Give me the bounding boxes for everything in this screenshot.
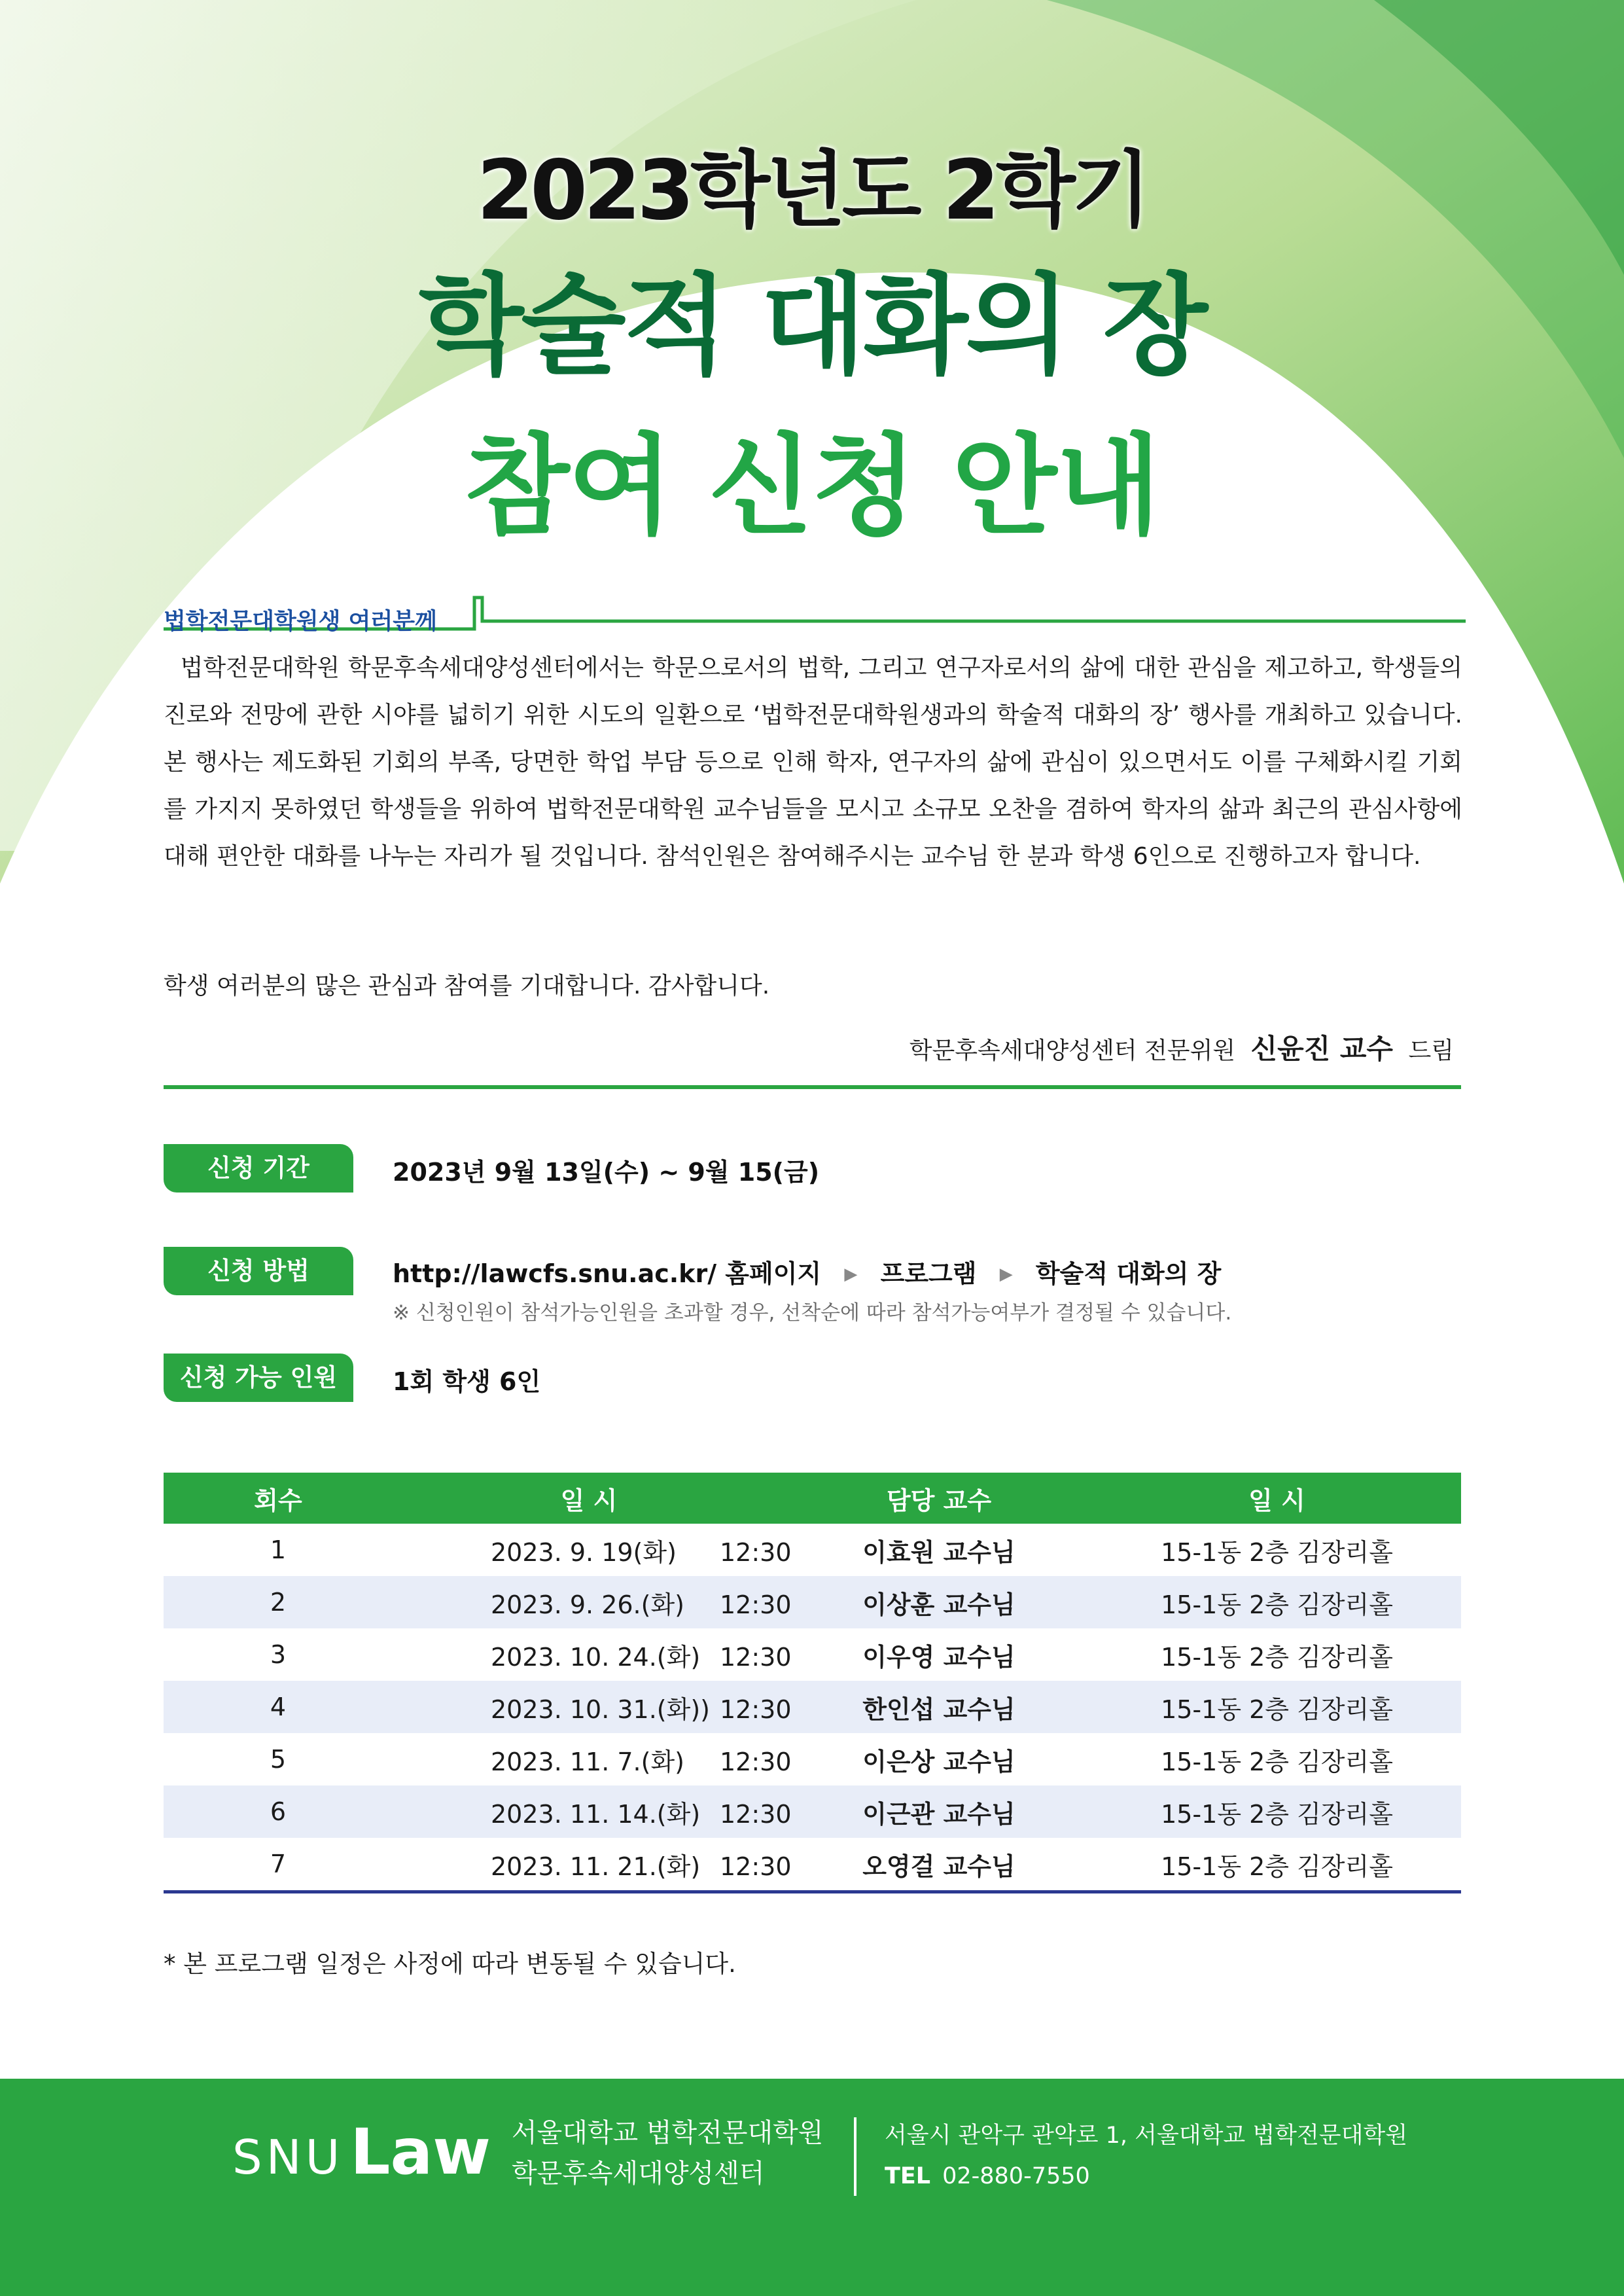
footer-contact [885,2115,1407,2197]
signature [909,1028,1454,1067]
footer-org [512,2113,823,2194]
signature-name: 신윤진 교수 [1250,1033,1393,1065]
time-text: 12:30 [720,1747,792,1776]
date-text: 2023. 11. 21.(화) [491,1852,701,1881]
signature-org: 학문후속세대양성센터 전문위원 [909,1037,1236,1064]
datetime-cell [393,1524,792,1576]
professor-cell: 이은상 교수님 [862,1747,1015,1776]
table-row [164,1733,1461,1785]
period-label: 신청 기간 [164,1144,353,1193]
tel-value: 02-880-7550 [942,2163,1090,2189]
time-text: 12:30 [720,1590,792,1619]
footer-address: 서울시 관악구 관악로 1, 서울대학교 법학전문대학원 [885,2123,1408,2149]
datetime-cell [393,1838,792,1892]
round-cell: 2 [164,1576,393,1628]
intro-paragraph [164,645,1462,880]
table-row [164,1785,1461,1838]
header-datetime: 일 시 [393,1473,785,1524]
place-cell: 15-1동 2층 김장리홀 [1161,1642,1393,1672]
time-text: 12:30 [720,1537,792,1567]
professor-cell: 이우영 교수님 [862,1642,1015,1672]
place-cell: 15-1동 2층 김장리홀 [1093,1785,1461,1838]
section-divider [164,1085,1461,1089]
method-label: 신청 방법 [164,1247,353,1295]
footer-tel [885,2156,1407,2197]
table-row [164,1576,1461,1628]
date-text: 2023. 9. 26.(화) [491,1590,684,1619]
datetime-cell [393,1681,792,1733]
professor-cell: 이상훈 교수님 [785,1576,1093,1628]
triangle-right-icon: ▶ [844,1265,858,1284]
schedule-header-row [164,1473,1461,1524]
snu-law-logo [232,2115,491,2189]
datetime-cell [393,1785,792,1838]
footer-divider [854,2117,856,2196]
professor-cell: 오영걸 교수님 [785,1838,1093,1892]
table-row [164,1524,1461,1576]
method-value [393,1253,1221,1289]
tel-label: TEL [885,2163,931,2189]
logo-snu: SNU [232,2130,344,2185]
method-step2: 학술적 대화의 장 [1035,1259,1222,1288]
date-text: 2023. 9. 19(화) [491,1537,677,1567]
place-cell: 15-1동 2층 김장리홀 [1093,1838,1461,1892]
method-url[interactable]: http://lawcfs.snu.ac.kr/ 홈페이지 [393,1259,822,1288]
round-cell: 5 [270,1745,287,1774]
method-step1: 프로그램 [880,1259,977,1288]
footer-org-line2: 학문후속세대양성센터 [512,2159,765,2189]
schedule-table [164,1473,1461,1893]
title-sub: 참여 신청 안내 [465,423,1159,550]
round-cell: 3 [270,1640,287,1669]
date-text: 2023. 10. 24.(화) [491,1642,701,1672]
datetime-cell [393,1628,792,1681]
table-row [164,1628,1461,1681]
period-value: 2023년 9월 13일(수) ~ 9월 15(금) [393,1158,820,1187]
time-text: 12:30 [720,1852,792,1881]
header-professor: 담당 교수 [785,1473,1093,1524]
time-text: 12:30 [720,1799,792,1829]
table-row [164,1681,1461,1733]
round-cell: 7 [164,1838,393,1892]
round-cell: 6 [164,1785,393,1838]
round-cell: 4 [164,1681,393,1733]
greeting-label: 법학전문대학원생 여러분께 [164,609,437,635]
table-row [164,1838,1461,1892]
date-text: 2023. 11. 14.(화) [491,1799,701,1829]
footer-org-line1: 서울대학교 법학전문대학원 [512,2118,824,2148]
capacity-value: 1회 학생 6인 [393,1367,541,1396]
signature-suffix: 드림 [1408,1037,1454,1064]
professor-cell: 이근관 교수님 [785,1785,1093,1838]
place-cell: 15-1동 2층 김장리홀 [1093,1681,1461,1733]
place-cell: 15-1동 2층 김장리홀 [1161,1537,1393,1567]
datetime-cell [393,1733,792,1785]
logo-law: Law [350,2115,491,2189]
header-round: 회수 [164,1473,393,1524]
method-note: ※ 신청인원이 참석가능인원을 초과할 경우, 선착순에 따라 참석가능여부가 결정될 수 있습니다. [393,1301,1232,1325]
professor-cell: 한인섭 교수님 [785,1681,1093,1733]
time-text: 12:30 [720,1642,792,1672]
thanks-text: 학생 여러분의 많은 관심과 참여를 기대합니다. 감사합니다. [164,973,770,999]
professor-cell: 이효원 교수님 [862,1537,1015,1567]
intro-text: 법학전문대학원 학문후속세대양성센터에서는 학문으로서의 법학, 그리고 연구자로서의 삶에 대한 관심을 제고하고, 학생들의 진로와 전망에 관한 시야를 넓히기 위한 시도의 일환으로 ‘법학전문대학원생과의 학술적 대화의 장’ 행사를 개최하고 있습니다. 본 행사는 제도화된 기회의 부족, 당면한 학업 부담 등으로 인해 학자, 연구자의 삶에 관심이 있으면서도 이를 구체화시킬 기회를 가지지 못하였던 학생들을 위하여 법학전문대학원 교수님들을 모시고 소규모 오찬을 겸하여 학자의 삶과 최근의 관심사항에 대해 편안한 대화를 나누는 자리가 될 것입니다. 참석인원은 참여해주시는 교수님 한 분과 학생 6인으로 진행하고자 합니다. [164,655,1462,870]
date-text: 2023. 10. 31.(화)) [491,1695,710,1724]
header-place: 일 시 [1093,1473,1461,1524]
title-year: 2023학년도 2학기 [476,142,1148,238]
place-cell: 15-1동 2층 김장리홀 [1161,1747,1393,1776]
footnote: * 본 프로그램 일정은 사정에 따라 변동될 수 있습니다. [164,1950,736,1978]
time-text: 12:30 [720,1695,792,1724]
title-main: 학술적 대화의 장 [418,263,1206,389]
date-text: 2023. 11. 7.(화) [491,1747,684,1776]
round-cell: 1 [270,1535,287,1564]
datetime-cell [393,1576,792,1628]
place-cell: 15-1동 2층 김장리홀 [1093,1576,1461,1628]
capacity-label: 신청 가능 인원 [164,1354,353,1402]
triangle-right-icon: ▶ [999,1265,1013,1284]
